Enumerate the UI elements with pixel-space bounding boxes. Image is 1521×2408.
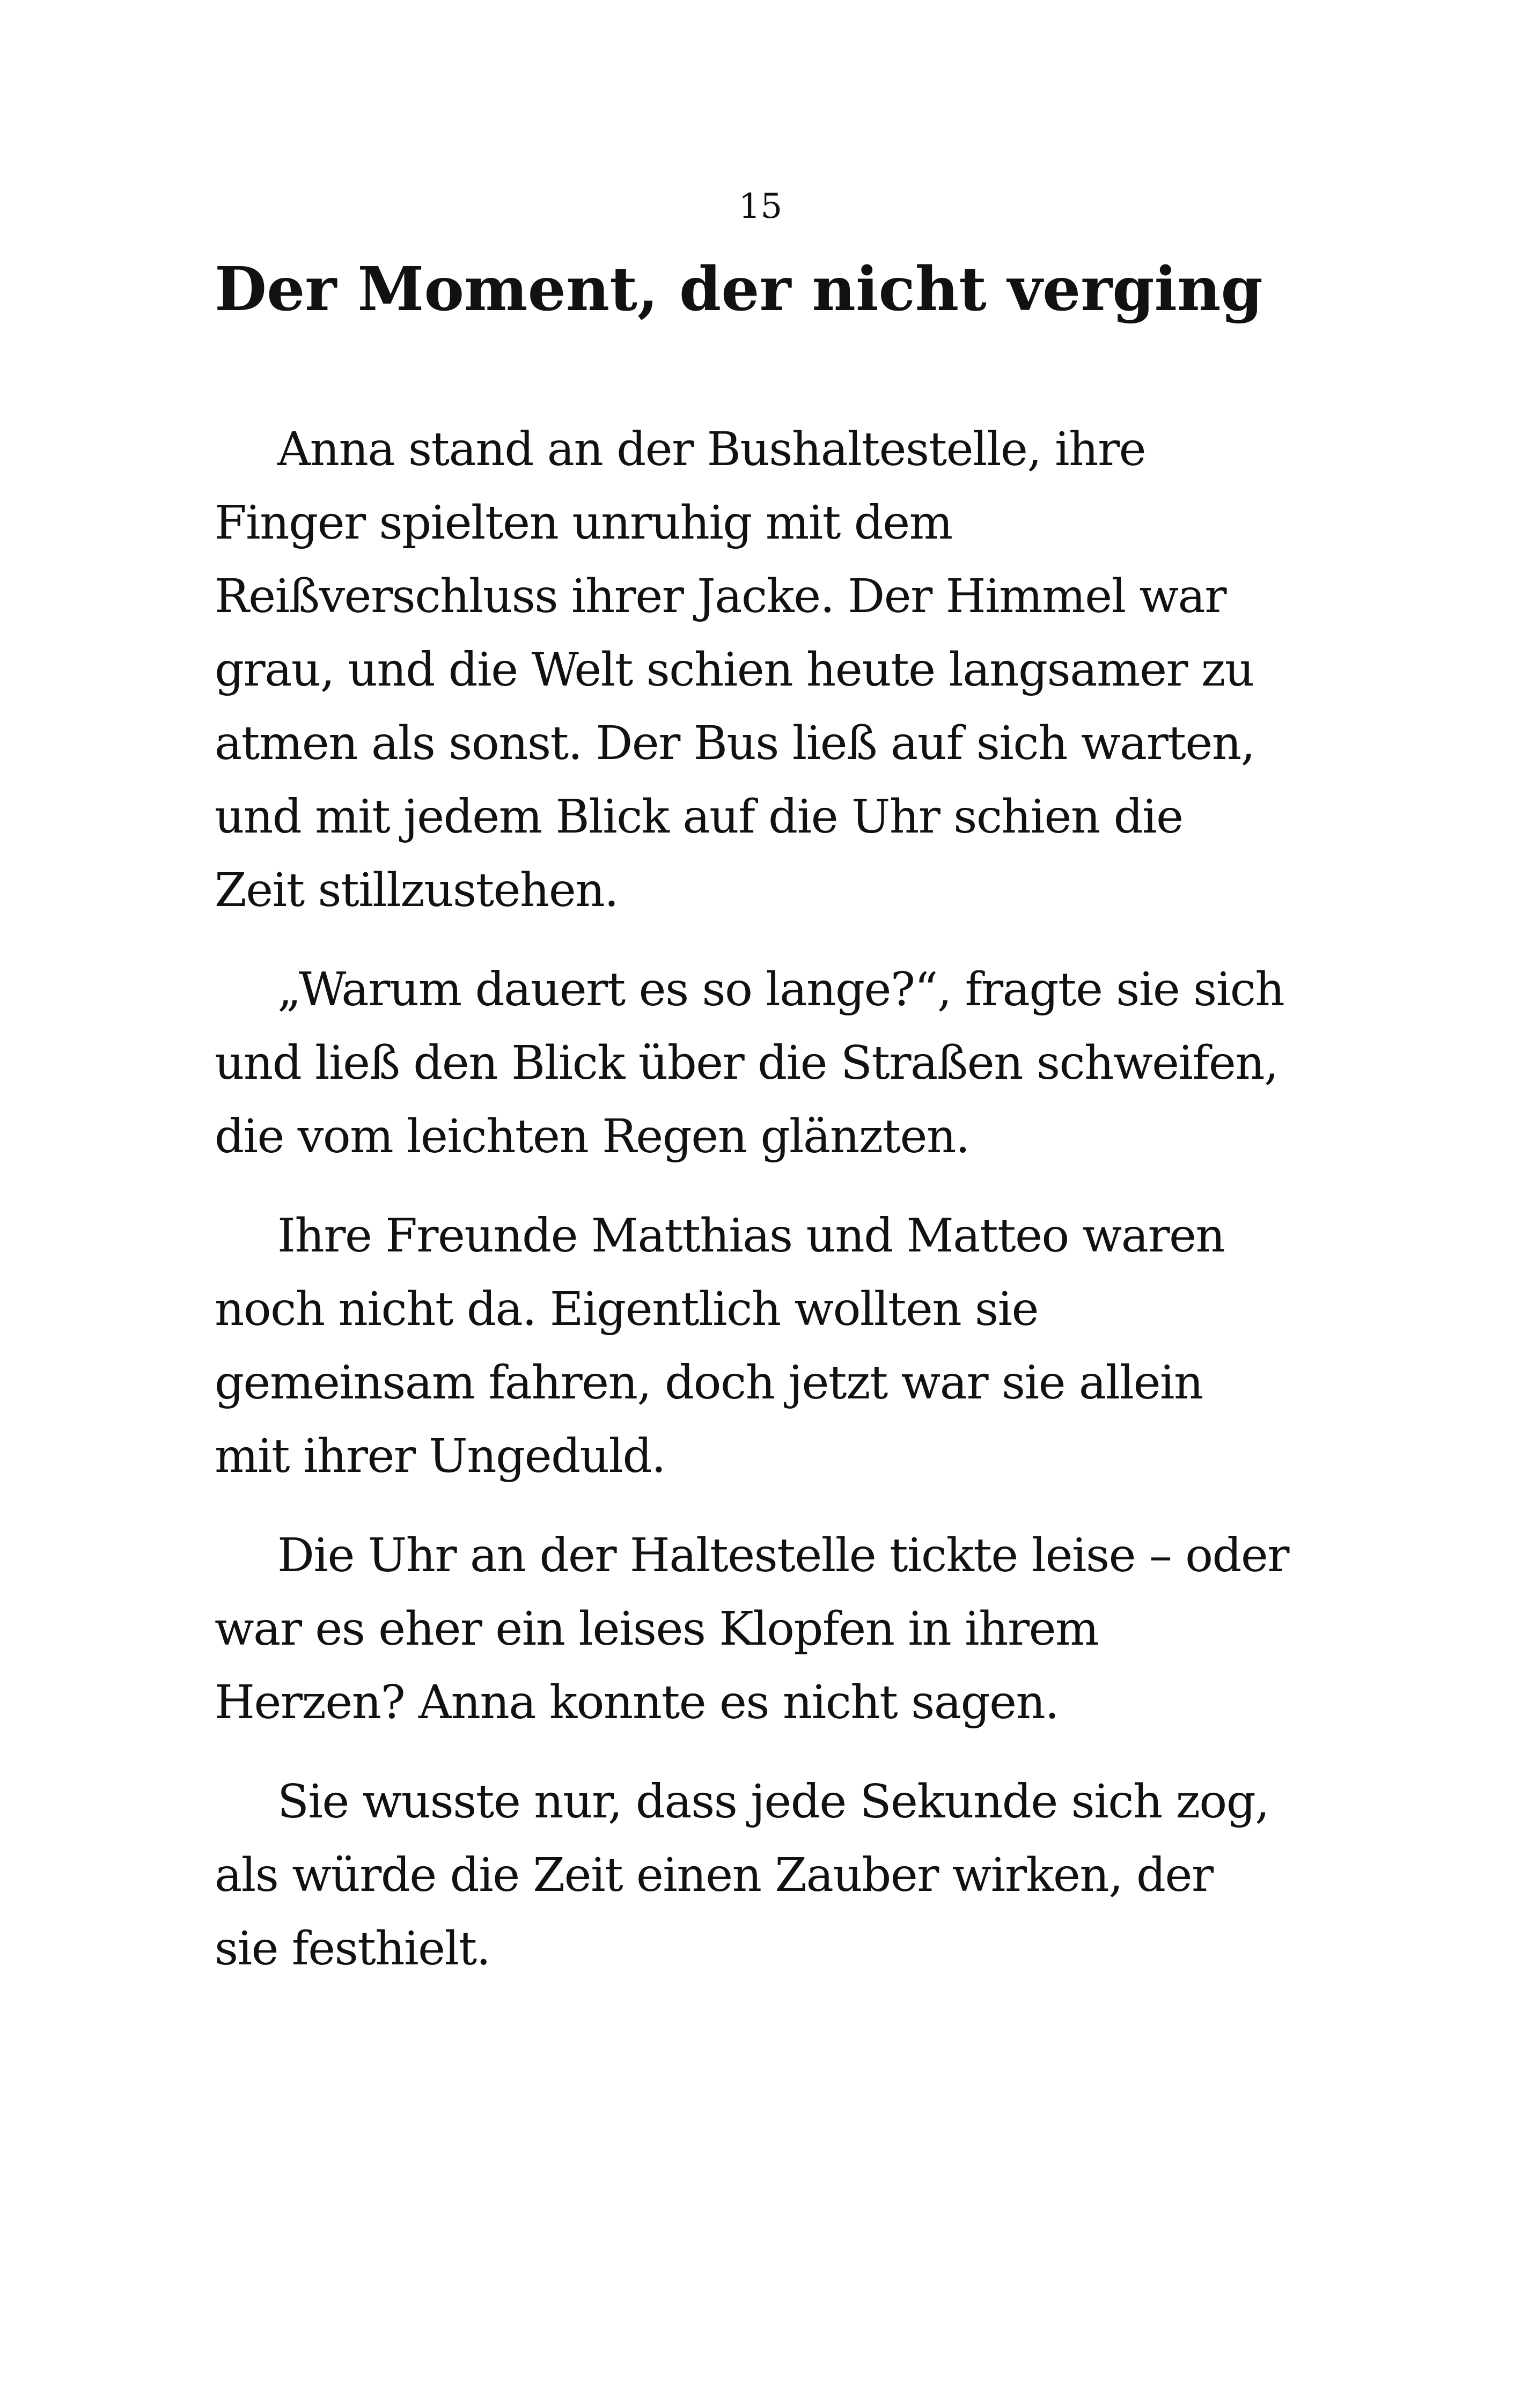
text-line: sie festhielt. (215, 1922, 490, 1976)
page-number: 15 (738, 187, 783, 226)
text-line: Die Uhr an der Haltestelle tickte leise – oder (277, 1529, 1289, 1582)
chapter-title: Der Moment, der nicht verging (215, 254, 1263, 325)
text-line: Sie wusste nur, dass jede Sekunde sich zog, (277, 1775, 1269, 1829)
paragraph (215, 1519, 1320, 1740)
text-line: Anna stand an der Bushaltestelle, ihre (277, 423, 1146, 476)
chapter-body (215, 413, 1320, 2012)
paragraph (215, 953, 1320, 1174)
text-line: und mit jedem Blick auf die Uhr schien die (215, 790, 1183, 844)
text-line: die vom leichten Regen glänzten. (215, 1110, 969, 1164)
text-line: Reißverschluss ihrer Jacke. Der Himmel war (215, 570, 1226, 623)
text-line: mit ihrer Ungeduld. (215, 1430, 665, 1483)
paragraph (215, 1765, 1320, 1986)
text-line: noch nicht da. Eigentlich wollten sie (215, 1283, 1039, 1336)
paragraph (215, 1199, 1320, 1493)
text-line: als würde die Zeit einen Zauber wirken, der (215, 1849, 1213, 1902)
text-line: grau, und die Welt schien heute langsamer zu (215, 643, 1254, 697)
text-line: war es eher ein leises Klopfen in ihrem (215, 1602, 1099, 1656)
text-line: gemeinsam fahren, doch jetzt war sie allein (215, 1356, 1203, 1410)
text-line: Herzen? Anna konnte es nicht sagen. (215, 1676, 1059, 1729)
text-line: Finger spielten unruhig mit dem (215, 496, 952, 550)
text-line: atmen als sonst. Der Bus ließ auf sich warten, (215, 717, 1255, 770)
text-line: Zeit stillzustehen. (215, 864, 619, 917)
text-line: „Warum dauert es so lange?“, fragte sie sich (277, 963, 1284, 1017)
text-line: und ließ den Blick über die Straßen schweifen, (215, 1036, 1278, 1090)
paragraph (215, 413, 1320, 927)
text-line: Ihre Freunde Matthias und Matteo waren (277, 1209, 1225, 1263)
